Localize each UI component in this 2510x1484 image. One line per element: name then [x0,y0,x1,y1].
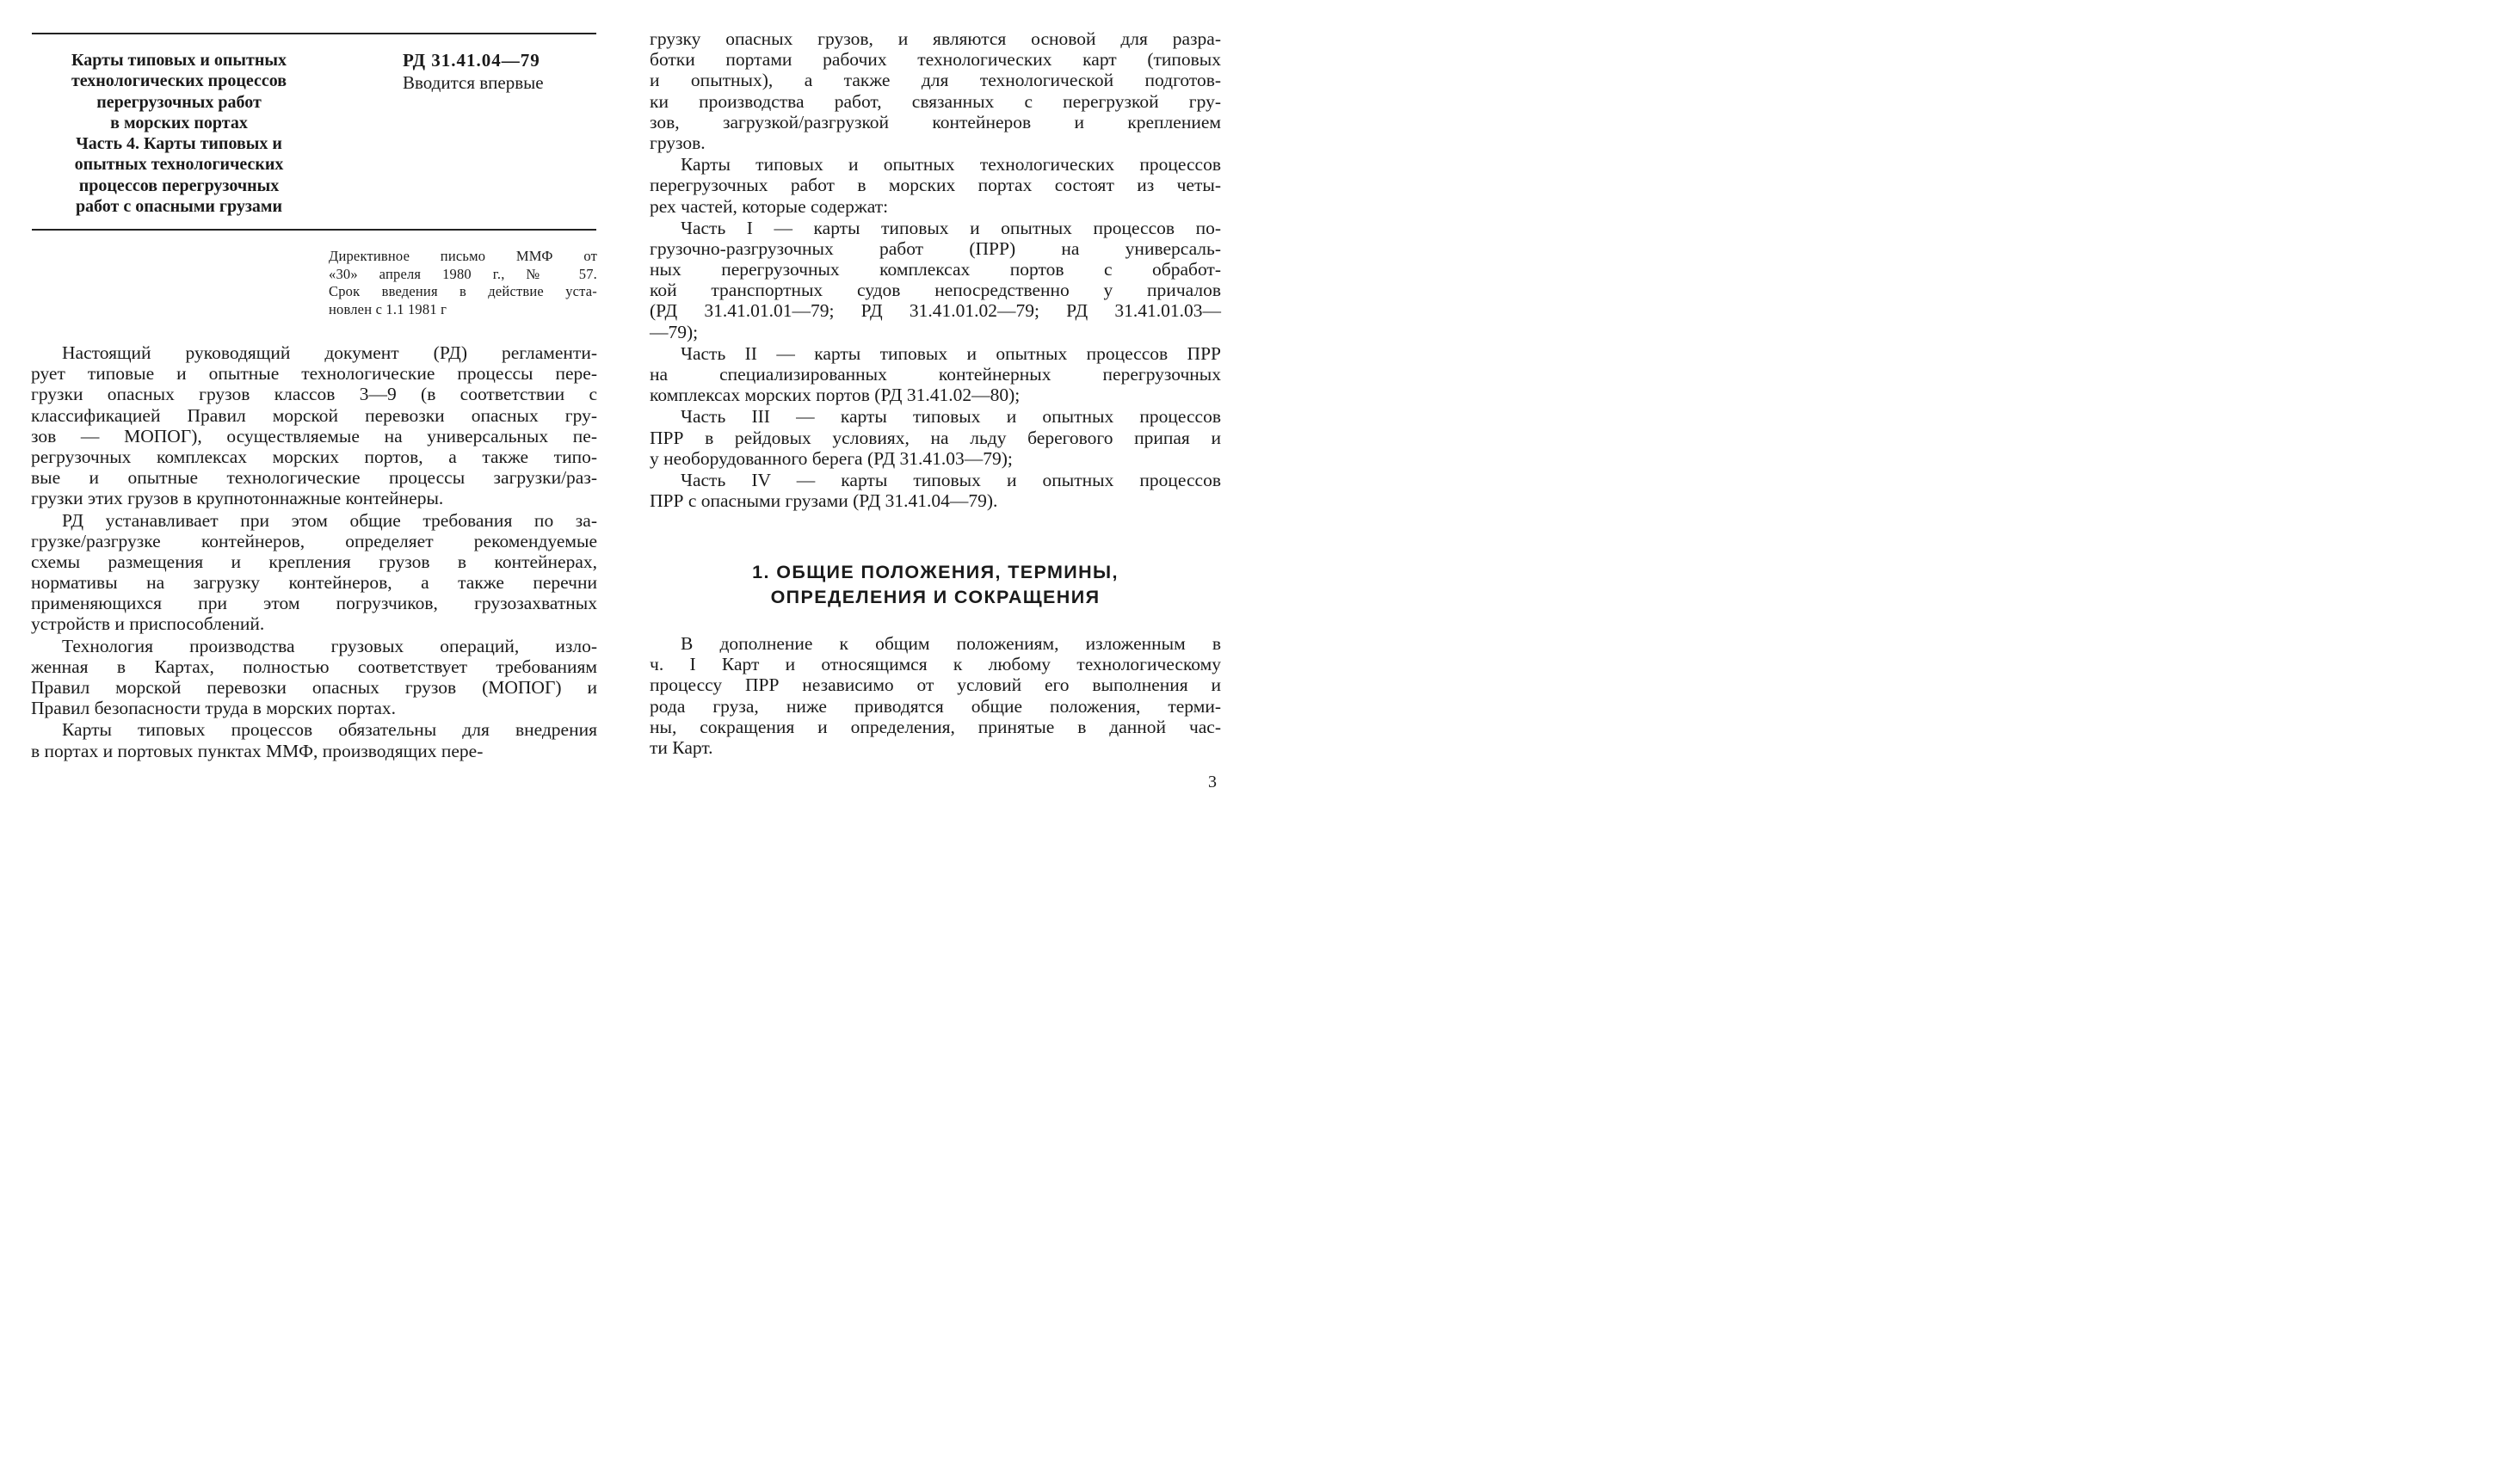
title-line: Часть 4. Карты типовых и [76,134,282,154]
text-line: ных перегрузочных комплексах портов с обработ- [650,259,1221,280]
text-line: и опытных), а также для технологической подготов- [650,70,1221,91]
title-line: перегрузочных работ [96,92,262,112]
heading-line: ОПРЕДЕЛЕНИЯ И СОКРАЩЕНИЯ [770,587,1101,607]
text-line: Карты типовых и опытных технологических процессов [681,154,1221,175]
paragraph [650,28,1221,153]
directive-line: Директивное письмо ММФ от [329,248,597,264]
document-code-block [403,49,592,94]
paragraph [31,342,597,509]
text-line: рех частей, которые содержат: [650,195,889,217]
text-line: грузке/разгрузке контейнеров, определяет рекомендуемые [31,530,597,551]
text-line: Карты типовых процессов обязательны для внедрения [62,719,597,741]
document-code: РД 31.41.04—79 [403,50,540,71]
document-status: Вводится впервые [403,72,544,93]
section-heading [650,560,1221,610]
paragraph [31,510,597,635]
text-line: вые и опытные технологические процессы загрузки/раз- [31,467,597,489]
text-line: на специализированных контейнерных перегрузочных [650,364,1221,385]
text-line: —79); [650,321,699,342]
text-line: Часть III — карты типовых и опытных процессов [681,406,1221,428]
text-line: Настоящий руководящий документ (РД) регламенти- [62,342,597,363]
text-line: нормативы на загрузку контейнеров, а также перечни [31,572,597,594]
title-line: Карты типовых и опытных [71,51,287,70]
paragraph [650,154,1221,217]
text-line: женная в Картах, полностью соответствует требованиям [31,656,597,677]
title-line: работ с опасными грузами [75,197,283,217]
text-line: Часть IV — карты типовых и опытных процессов [681,469,1221,490]
text-line: грузки этих грузов в крупнотоннажные контейнеры. [31,488,444,509]
text-line: устройств и приспособлений. [31,613,265,635]
text-line: грузочно-разгрузочных работ (ПРР) на универсаль- [650,237,1221,259]
directive-line: Срок введения в действие уста- [329,283,597,299]
paragraph [31,719,597,760]
title-line: опытных технологических [74,155,284,175]
paragraph [650,343,1221,406]
text-line: В дополнение к общим положениям, изложенным в [681,633,1221,654]
page-number: 3 [1208,773,1217,791]
text-line: грузку опасных грузов, и являются основой для разра- [650,28,1221,49]
text-line: в портах и портовых пунктах ММФ, производящих пере- [31,740,484,761]
text-line: грузки опасных грузов классов 3—9 (в соответствии с [31,384,597,405]
right-column-text [650,28,1221,512]
text-line: ны, сокращения и определения, принятые в данной час- [650,716,1221,737]
text-line: Часть I — карты типовых и опытных процессов по- [681,217,1221,238]
paragraph [650,470,1221,511]
text-line: РД устанавливает при этом общие требования по за- [62,509,597,531]
text-line: ки производства работ, связанных с перегрузкой гру- [650,90,1221,112]
text-line: ПРР с опасными грузами (РД 31.41.04—79). [650,490,998,512]
text-line: кой транспортных судов непосредственно у причалов [650,280,1221,301]
text-line: зов, загрузкой/разгрузкой контейнеров и креплением [650,111,1221,132]
text-line: ботки портами рабочих технологических карт (типовых [650,49,1221,71]
text-line: Правил морской перевозки опасных грузов (МОПОГ) и [31,677,597,698]
text-line: ч. I Карт и относящимся к любому технологическому [650,654,1221,675]
text-line: Правил безопасности труда в морских портах. [31,698,397,719]
text-line: (РД 31.41.01.01—79; РД 31.41.01.02—79; РД 31.41.01.03— [650,300,1221,322]
top-rule [32,33,596,34]
title-line: технологических процессов [71,71,287,91]
text-line: рует типовые и опытные технологические процессы пере- [31,363,597,385]
text-line: Часть II — карты типовых и опытных процессов ПРР [681,342,1221,364]
text-line: комплексах морских портов (РД 31.41.02—80); [650,385,1021,406]
text-line: процессу ПРР независимо от условий его выполнения и [650,674,1221,696]
text-line: перегрузочных работ в морских портах состоят из четы- [650,175,1221,196]
text-line: рода груза, ниже приводятся общие положения, терми- [650,695,1221,717]
text-line: применяющихся при этом погрузчиков, грузозахватных [31,593,597,614]
directive-note [329,248,597,318]
text-line: ти Карт. [650,736,713,758]
text-line: схемы размещения и крепления грузов в контейнерах, [31,551,597,572]
header-bottom-rule [32,229,596,231]
text-line: Технология производства грузовых операций, изло- [62,635,597,656]
text-line: грузов. [650,132,706,153]
text-line: классификацией Правил морской перевозки опасных гру- [31,404,597,426]
text-line: у необорудованного берега (РД 31.41.03—79); [650,447,1013,469]
heading-line: 1. ОБЩИЕ ПОЛОЖЕНИЯ, ТЕРМИНЫ, [752,562,1119,582]
text-line: регрузочных комплексах морских портов, а также типо- [31,446,597,467]
text-line: ПРР в рейдовых условиях, на льду берегового припая и [650,427,1221,448]
directive-line: «30» апреля 1980 г., № 57. [329,265,597,282]
document-title [39,50,319,217]
section-paragraph [650,633,1221,758]
left-column-text [31,342,597,762]
text-line: зов — МОПОГ), осуществляемые на универсальных пе- [31,425,597,446]
paragraph [650,218,1221,342]
title-line: в морских портах [110,113,248,132]
paragraph [650,406,1221,469]
paragraph [31,636,597,719]
title-line: процессов перегрузочных [78,175,280,195]
directive-line: новлен с 1.1 1981 г [329,300,447,317]
